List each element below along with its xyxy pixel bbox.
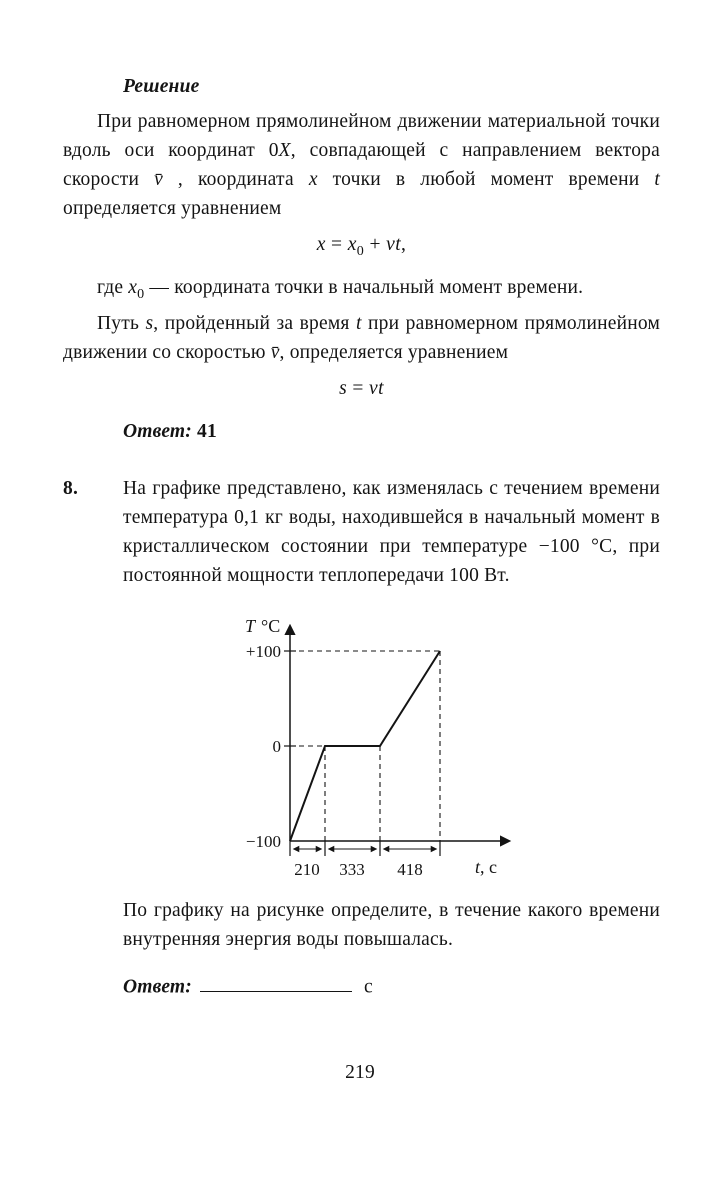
temperature-time-graph [215,606,660,888]
xsegment-label-333: 333 [339,859,365,879]
solution-paragraph-2: где $x_0$ — координата точки в начальный момент времени. [97,276,584,302]
answer-unit: с [363,976,373,998]
y-axis-label: T °C [245,615,281,636]
axis-ticks [284,651,440,856]
equation-path: s = vt [339,377,384,399]
graph-svg [215,606,560,888]
equation-coordinate: $x = x_0$ + vt, [316,234,407,259]
ytick-plus-100: +100 [245,641,281,661]
answer-blank [200,972,352,993]
answer-label: Ответ: [123,976,192,998]
solution-heading: Решение [123,76,200,97]
ytick-minus-100: −100 [245,831,281,851]
xsegment-label-418: 418 [397,859,423,879]
x-axis-label: t, с [475,856,498,877]
solution-answer: Ответ: 41 [123,420,217,442]
problem-8-question: По графику на рисунке определите, в течение какого времени внутренняя энергия воды повышалась. [123,899,660,950]
ytick-zero: 0 [272,736,281,756]
page-number: 219 [345,1062,375,1083]
answer-line [123,972,660,1002]
problem-8-text: На графике представлено, как изменялась с течением времени температура 0,1 кг воды, находившейся в начальный момент в кристаллическом состоянии при температуре −100 °C, при постоянной мощности теплопередачи 100 Вт. [123,477,660,586]
problem-number: 8. [63,477,79,499]
solution-paragraph-1: При равномерном прямолинейном движении материальной точки вдоль оси координат 0X, совпадающей с направлением вектора скорости v̄ , координата x точки в любой момент времени t определяется уравнением [63,111,660,219]
problem-8 [63,474,660,1002]
solution-paragraph-3: Путь s, пройденный за время t при равномерном прямолинейном движении со скоростью v̄, определяется уравнением [63,312,660,363]
xsegment-label-210: 210 [294,859,320,879]
